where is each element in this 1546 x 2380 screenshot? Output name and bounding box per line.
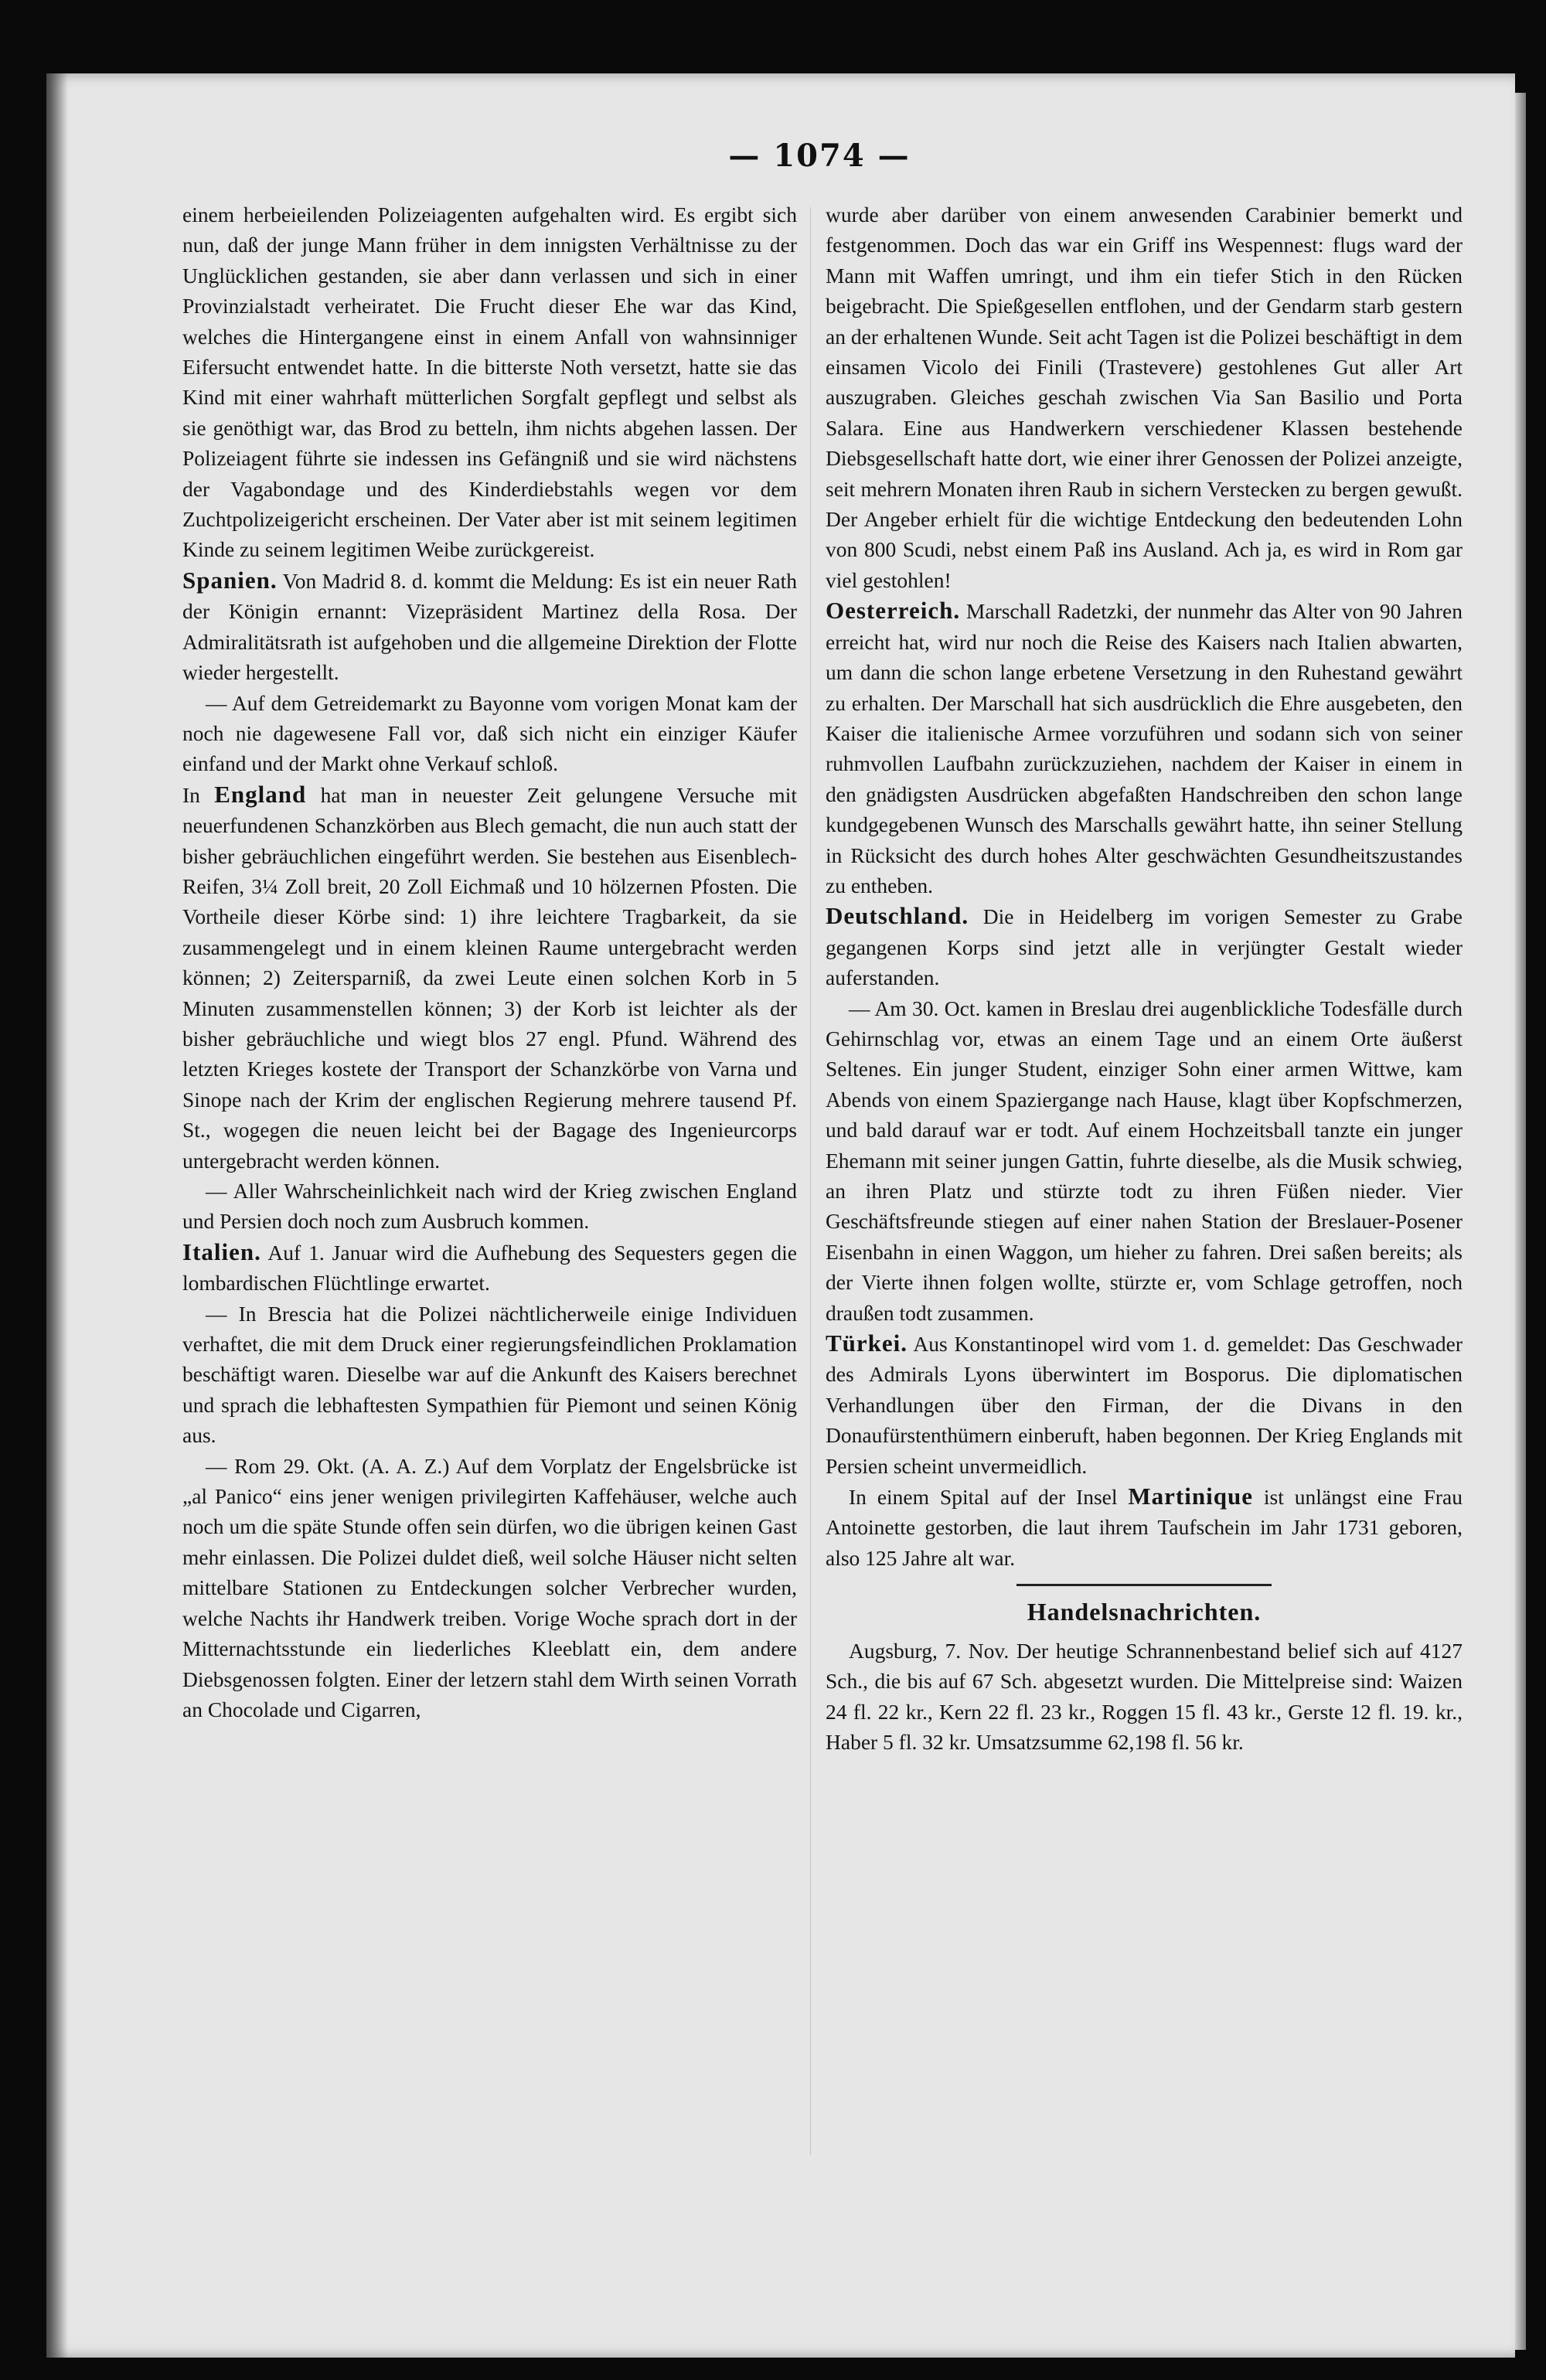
section-heading: Italien. bbox=[182, 1238, 261, 1265]
section-heading: Oesterreich. bbox=[826, 597, 961, 625]
section-heading: Türkei. bbox=[826, 1330, 908, 1357]
section-heading: Deutschland. bbox=[826, 902, 969, 930]
left-column bbox=[182, 199, 797, 1725]
paragraph-lead-text: In einem Spital auf der Insel bbox=[849, 1485, 1129, 1510]
paragraph-text: Auf 1. Januar wird die Aufhebung des Sequesters gegen die lombardischen Flüchtlinge erwartet. bbox=[182, 1240, 797, 1296]
right-column-paragraph bbox=[826, 1481, 1463, 1573]
paragraph-text: — Rom 29. Okt. (A. A. Z.) Auf dem Vorplatz der Engelsbrücke ist „al Panico“ eins jener wenigen privilegirten Kaffehäuser, welche auch noch um die späte Stunde offen sein dürfen, wo die übrigen keinen Gast mehr einlassen. Die Polizei duldet dieß, weil solche Häuser nicht selten mittelbare Stationen zu Entdeckungen solcher Verbrecher wurden, welche Nachts ihr Handwerk treiben. Vorige Woche sprach dort in der Mitternachtsstunde ein liederliches Kleeblatt ein, dem andere Diebsgenossen folgten. Einer der letzern stahl dem Wirth seinen Vorrath an Chocolade und Cigarren, bbox=[182, 1453, 797, 1721]
right-column-paragraph bbox=[826, 901, 1463, 993]
trade-news-title: Handelsnachrichten. bbox=[1027, 1598, 1262, 1626]
section-heading: Spanien. bbox=[182, 566, 278, 594]
section-divider bbox=[1016, 1584, 1272, 1586]
left-column-paragraph bbox=[182, 1237, 797, 1299]
right-column bbox=[826, 199, 1463, 1757]
paragraph-text: hat man in neuester Zeit gelungene Versuche mit neuerfundenen Schanzkörben aus Blech gemacht, die nun auch statt der bisher gebräuchlichen eingeführt werden. Sie bestehen aus Eisenblech-Reifen, 3¼ Zoll breit, 20 Zoll Eichmaß und 10 hölzernen Pfosten. Die Vortheile dieser Körbe sind: 1) ihre leichtere Tragbarkeit, da sie zusammengelegt und in einem kleinen Raume untergebracht werden können; 2) Zeitersparniß, da zwei Leute einen solchen Korb in 5 Minuten zusammenstellen können; 3) der Korb ist leichter als der bisher gebräuchliche und wiegt blos 27 engl. Pfund. Während des letzten Krieges kostete der Transport der Schanzkörbe von Varna und Sinope nach der Krim der englischen Regierung mehrere tausend Pf. St., wogegen die neuen leicht bei der Bagage des Ingenieurcorps untergebracht werden können. bbox=[182, 782, 797, 1173]
right-column-paragraph bbox=[826, 199, 1463, 595]
right-column-paragraph bbox=[826, 595, 1463, 901]
left-column-paragraph bbox=[182, 1176, 797, 1237]
paragraph-text: Aus Konstantinopel wird vom 1. d. gemeldet: Das Geschwader des Admirals Lyons überwintert im Bosporus. Die diplomatischen Verhandlungen über den Firman, der die Divans in den Donaufürstenthümern einberuft, haben begonnen. Der Krieg Englands mit Persien scheint unvermeidlich. bbox=[826, 1332, 1463, 1478]
section-heading: England bbox=[214, 780, 307, 808]
page-edge bbox=[1515, 93, 1526, 2350]
left-column-paragraph bbox=[182, 779, 797, 1176]
right-column-paragraph bbox=[826, 1328, 1463, 1481]
paragraph-text: — Auf dem Getreidemarkt zu Bayonne vom vorigen Monat kam der noch nie dagewesene Fall vor, daß sich nicht ein einziger Käufer einfand und der Markt ohne Verkauf schloß. bbox=[182, 690, 797, 776]
paragraph-text: — Am 30. Oct. kamen in Breslau drei augenblickliche Todesfälle durch Gehirnschlag vor, etwas an einem Tage und an einem Orte äußerst Seltenes. Ein junger Student, einziger Sohn einer armen Wittwe, kam Abends von einem Spaziergange nach Hause, klagt über Kopfschmerzen, und bald darauf war er todt. Auf einem Hochzeitsball tanzte ein junger Ehemann mit seiner jungen Gattin, fuhrte dieselbe, als die Musik schwieg, an ihren Platz und stürzte todt zu ihren Füßen nieder. Vier Geschäftsfreunde stiegen auf einer nahen Station der Breslauer-Posener Eisenbahn in einen Waggon, um hieher zu fahren. Drei saßen bereits; als der Vierte ihnen folgen wollte, stürzte er, vom Schlage getroffen, noch draußen todt zusammen. bbox=[826, 996, 1463, 1325]
paragraph-text: einem herbeieilenden Polizeiagenten aufgehalten wird. Es ergibt sich nun, daß der junge Mann früher in dem innigsten Verhältnisse zu der Unglücklichen gestanden, sie aber dann verlassen und sich in einer Provinzialstadt verheiratet. Die Frucht dieser Ehe war das Kind, welches die Hintergangene einst in einem Anfall von wahnsinniger Eifersucht entwendet hatte. In die bitterste Noth versetzt, hatte sie das Kind mit einer wahrhaft mütterlichen Sorgfalt gepflegt und selbst als sie genöthigt war, das Brod zu betteln, ihm nichts abgehen lassen. Der Polizeiagent führte sie indessen ins Gefängniß und sie wird nächstens der Vagabondage und des Kinderdiebstahls wegen vor dem Zuchtpolizeigericht erscheinen. Der Vater aber ist mit seinem legitimen Kinde zu seinem legitimen Weibe zurückgereist. bbox=[182, 203, 797, 562]
paragraph-text: wurde aber darüber von einem anwesenden Carabinier bemerkt und festgenommen. Doch das war ein Griff ins Wespennest: flugs ward der Mann mit Waffen umringt, und ihm ein tiefer Stich in den Rücken beigebracht. Die Spießgesellen entflohen, und der Gendarm starb gestern an der erhaltenen Wunde. Seit acht Tagen ist die Polizei beschäftigt in dem einsamen Vicolo dei Finili (Trastevere) gestohlenes Gut aller Art auszugraben. Gleiches geschah zwischen Via San Basilio und Porta Salara. Eine aus Handwerkern verschiedener Klassen bestehende Diebsgesellschaft hatte dort, wie einer ihrer Genossen der Polizei anzeigte, seit mehrern Monaten ihren Raub in sichern Verstecken zu bergen gewußt. Der Angeber erhielt für die wichtige Entdeckung den bedeutenden Lohn von 800 Scudi, nebst einem Paß ins Ausland. Ach ja, es wird in Rom gar viel gestohlen! bbox=[826, 203, 1463, 592]
trade-news-text: Augsburg, 7. Nov. Der heutige Schrannenbestand belief sich auf 4127 Sch., die bis auf 67 Sch. abgesetzt wurden. Die Mittelpreise sind: Waizen 24 fl. 22 kr., Kern 22 fl. 23 kr., Roggen 15 fl. 43 kr., Gerste 12 fl. 19. kr., Haber 5 fl. 32 kr. Umsatzsumme 62,198 fl. 56 kr. bbox=[826, 1638, 1463, 1754]
paragraph-text: Von Madrid 8. d. kommt die Meldung: Es ist ein neuer Rath der Königin ernannt: Vizepräsident Martinez della Rosa. Der Admiralitätsrath ist aufgehoben und die allgemeine Direktion der Flotte wieder hergestellt. bbox=[182, 568, 797, 685]
paragraph-lead-text: In bbox=[182, 782, 215, 807]
paragraph-text: Marschall Radetzki, der nunmehr das Alter von 90 Jahren erreicht hat, wird nur noch die Reise des Kaisers nach Italien abwarten, um dann die schon lange erbetene Versetzung in den Ruhestand gewährt zu erhalten. Der Marschall hat sich ausdrücklich die Ehre ausgebeten, den Kaiser die italienische Armee vorzuführen und sodann sich von seiner ruhmvollen Laufbahn zurückzuziehen, nachdem der Kaiser in einem in den gnädigsten Ausdrücken abgefaßten Handschreiben den schon lange kundgegebenen Wunsch des Marschalls gewährt hatte, ihn seiner Stellung in Rücksicht des durch hohes Alter geschwächten Gesundheitszustandes zu entheben. bbox=[826, 599, 1463, 897]
page-number: — 1074 — bbox=[728, 138, 911, 174]
left-column-paragraph bbox=[182, 1451, 797, 1725]
gutter-shadow bbox=[46, 73, 68, 2358]
paragraph-text: — Aller Wahrscheinlichkeit nach wird der Krieg zwischen England und Persien doch noch zum Ausbruch kommen. bbox=[182, 1179, 797, 1234]
paragraph-text: — In Brescia hat die Polizei nächtlicherweile einige Individuen verhaftet, die mit dem Druck einer regierungsfeindlichen Proklamation beschäftigt waren. Dieselbe war auf die Ankunft des Kaisers berechnet und sprach die lebhaftesten Sympathien für Piemont und seinen König aus. bbox=[182, 1301, 797, 1448]
left-column-paragraph bbox=[182, 565, 797, 688]
column-divider bbox=[810, 207, 811, 2155]
section-heading: Martinique bbox=[1128, 1483, 1253, 1510]
right-column-paragraph bbox=[826, 993, 1463, 1328]
left-column-paragraph bbox=[182, 1299, 797, 1451]
left-column-paragraph bbox=[182, 199, 797, 565]
paragraph-text: ist unlängst eine Frau Antoinette gestorben, die laut ihrem Taufschein im Jahr 1731 geboren, also 125 Jahre alt war. bbox=[826, 1485, 1463, 1570]
right-column-articles bbox=[826, 199, 1463, 1573]
left-column-paragraph bbox=[182, 688, 797, 779]
paragraph-text: Die in Heidelberg im vorigen Semester zu Grabe gegangenen Korps sind jetzt alle in verjüngter Gestalt wieder auferstanden. bbox=[826, 904, 1463, 990]
